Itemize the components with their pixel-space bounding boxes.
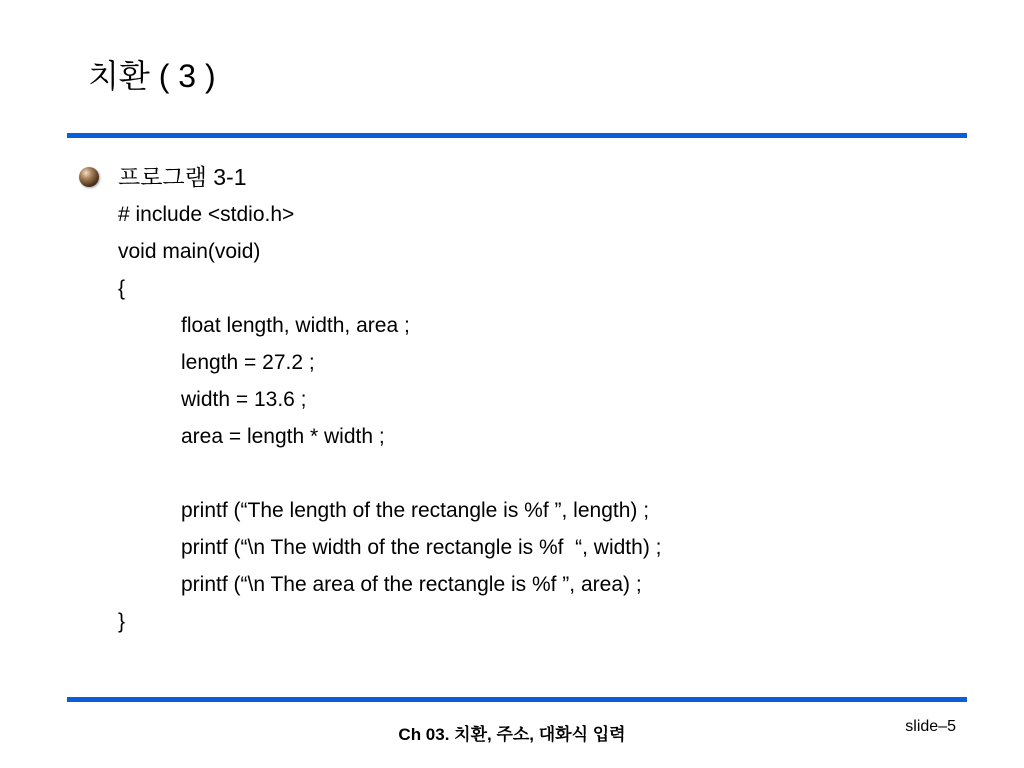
code-line-blank [118, 455, 661, 492]
slide-title: 치환 ( 3 ) [88, 58, 216, 94]
code-line: { [118, 277, 126, 300]
code-block [118, 196, 661, 640]
program-heading: 프로그램 3-1 [118, 164, 247, 190]
code-line: printf (“The length of the rectangle is %f ”, length) ; [181, 499, 650, 522]
slide-number: slide–5 [905, 718, 956, 735]
code-line: length = 27.2 ; [181, 351, 315, 374]
code-line: area = length * width ; [181, 425, 385, 448]
code-line: # include <stdio.h> [118, 203, 295, 226]
bullet-icon [79, 167, 99, 187]
code-line: printf (“\n The area of the rectangle is %f ”, area) ; [181, 573, 642, 596]
code-line: } [118, 610, 126, 633]
code-line: void main(void) [118, 240, 261, 263]
code-line: printf (“\n The width of the rectangle is %f “, width) ; [181, 536, 662, 559]
code-line: width = 13.6 ; [181, 388, 307, 411]
footer-chapter: Ch 03. 치환, 주소, 대화식 입력 [398, 725, 626, 744]
footer-divider [67, 697, 967, 702]
code-line: float length, width, area ; [181, 314, 410, 337]
title-divider [67, 133, 967, 138]
